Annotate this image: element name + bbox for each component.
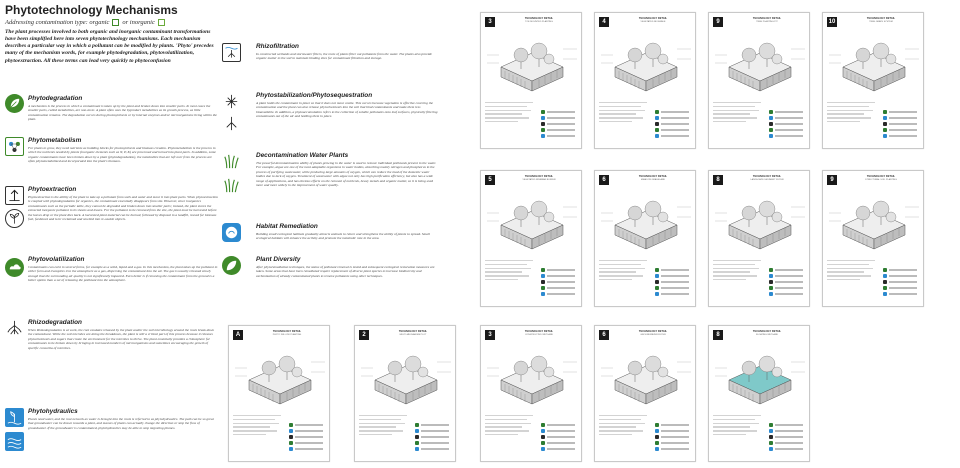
organic-square-icon	[112, 19, 119, 26]
isometric-drawing	[481, 187, 582, 257]
detail-sheet	[594, 325, 696, 462]
sheet-title: TECHNOLOGY DETAIL	[752, 175, 782, 178]
mechanism-title: Phytovolatilization	[28, 256, 85, 263]
stabilization-icon	[222, 92, 241, 111]
detail-sheet	[354, 325, 456, 462]
detail-sheet	[480, 170, 582, 307]
detail-sheet	[594, 170, 696, 307]
sheet-title: TECHNOLOGY DETAIL	[752, 330, 782, 333]
sheet-subtitle: GROUNDWATER FILTER	[640, 334, 666, 336]
sheet-legend	[655, 268, 689, 298]
isometric-drawing	[595, 342, 696, 412]
page-title: Phytotechnology Mechanisms	[5, 3, 178, 17]
isometric-drawing	[355, 342, 456, 412]
mechanism-title: Phytodegradation	[28, 95, 83, 102]
sheet-title: TECHNOLOGY DETAIL	[272, 330, 302, 333]
mechanism-title: Phytohydraulics	[28, 408, 78, 415]
sheet-legend	[655, 110, 689, 140]
sheet-number: 3	[485, 330, 495, 340]
sheet-title: TECHNOLOGY DETAIL	[398, 330, 428, 333]
sheet-number: 9	[827, 175, 837, 185]
mechanism-description: A mechanism is the process in which a contaminant is taken up by the plant and broken down into smaller parts. In most cases the smaller parts, called metabolites, are non-toxic. A plant often uses the byproduct metabolites as its growth process, as little contamination remains. The degradation occurs during photosynthesis or by internal enzymes and/or microorganisms living within the plant.	[28, 104, 217, 122]
sheet-subtitle: VEGETATED RIPARIAN BUFFER	[522, 179, 556, 181]
isometric-drawing	[481, 342, 582, 412]
isometric-drawing	[823, 29, 924, 99]
sheet-legend	[769, 268, 803, 298]
detail-sheet	[822, 12, 924, 149]
detail-sheet	[594, 12, 696, 149]
sheet-title: TECHNOLOGY DETAIL	[524, 17, 554, 20]
sheet-subtitle: LANDSCAPE SEDIMENT FILTER	[750, 179, 784, 181]
sheet-legend	[769, 423, 803, 453]
stabilization-roots-icon	[222, 114, 241, 133]
sheet-title: TECHNOLOGY DETAIL	[752, 17, 782, 20]
isometric-drawing	[709, 29, 810, 99]
mechanism-title: Phytoextraction	[28, 186, 77, 193]
water-plant-icon	[5, 408, 24, 427]
sheet-subtitle: CONSTRUCTED WETLAND	[524, 334, 554, 336]
sheet-subtitle: TOE MOUNTED PLANTING	[525, 21, 553, 23]
sheet-subtitle: MULTI-MECHANISM PLOT	[399, 334, 427, 336]
mechanism-title: Rhizofiltration	[256, 43, 299, 50]
sheet-title: TECHNOLOGY DETAIL	[524, 330, 554, 333]
sheet-number: 9	[713, 17, 723, 27]
sheet-subtitle: STRUCTURAL SOIL PLANTING	[865, 179, 897, 181]
subtitle-inorganic: or inorganic	[122, 19, 155, 26]
mechanism-title: Plant Diversity	[256, 256, 301, 263]
detail-sheet	[708, 325, 810, 462]
detail-sheet	[480, 12, 582, 149]
mechanism-description: After phytoremediation techniques, the status of pollutant removal is tested and subsequent ecological restoration measures are taken. Some areas that have been remediated require replacement of diverse plant species to increase biodiversity and carbonization of already contaminated plants to remove pollutants using other techniques.	[256, 265, 435, 278]
isometric-drawing	[595, 29, 696, 99]
sheet-legend	[541, 423, 575, 453]
sheet-title: TECHNOLOGY DETAIL	[866, 17, 896, 20]
mechanism-title: Habitat Remediation	[256, 223, 318, 230]
detail-sheet	[228, 325, 330, 462]
mechanism-title: Phytostabilization/Phytosequestration	[256, 92, 373, 99]
detail-sheet	[708, 12, 810, 149]
mechanism-description: When Rhizodegradation is at work, the root exudates released by the plant and/or the soil microbiology around the roots break down the contaminant. While the soil microbes are doing the breakdown, the plant is still a critical part of this process because it releases phytochemicals and sugars that create the environment for the microbes to thrive. The plant essentially provides a rhizosphere for contaminants to be broken down by bringing in increased numbers of microorganisms and sometimes encouraging the growth of specific consortia of microbes.	[28, 328, 215, 350]
sheet-number: 4	[599, 17, 609, 27]
sheet-legend	[769, 110, 803, 140]
mechanism-description: Contaminants can exist in several forms, for example as a solid, liquid and a gas. In this mechanism, the plant takes up the pollutant in either form and transpires it to the atmosphere as a gas, dispersing the contaminant into the air. The gas is usually released slowly enough that the surrounding air quality is not significantly impacted. Even better is if removing the contaminant from the ground is a better option than a set of releasing the pollutant into the atmosphere.	[28, 265, 218, 283]
mechanism-description: A plant holds the contaminant in place so that it does not move onsite. This occurs because vegetation is effective covering the contamination and the plant can also release phytochemicals into the soil that bind contaminants and make them less bioavailable. In addition, a phytoaccumulation refers to the collection of soluble pollutants onto leaf surfaces, physically filtering contaminants out of the air and holding them in place.	[256, 101, 438, 119]
sheet-number: 10	[828, 19, 836, 25]
sheet-number: 6	[599, 330, 609, 340]
sheet-title: TECHNOLOGY DETAIL	[638, 175, 668, 178]
sheet-legend	[289, 423, 323, 453]
isometric-drawing	[481, 29, 582, 99]
sheet-number: 6	[599, 175, 609, 185]
diversity-icon	[222, 256, 241, 275]
sheet-number: A	[233, 330, 243, 340]
mechanism-title: Rhizodegradation	[28, 319, 82, 326]
rhizofiltration-icon	[222, 43, 241, 62]
detail-sheet	[708, 170, 810, 307]
sheet-subtitle: TREE GRATE SYSTEM	[869, 21, 893, 23]
grass-2-icon	[222, 176, 241, 195]
leaf-icon	[5, 94, 24, 113]
mechanism-description: The powerful decontamination ability of plants growing in the water is used to remove individual pollutants present in the water. For example, algae are one of the most adaptable organisms in water bodies, absorbing mainly nitrogen and phosphorus in the process of purifying wastewater, while producing large amounts of oxygen, which can reduce the load of the domestic water bodies due to lack of oxygen. Treatment of wastewater with algae not only has high purification efficiency, but also has a wide range of applications, and has obvious effects on the removal of nutrients, heavy metals and organic matter, so it is being used more and more widely in the improvement of water quality.	[256, 161, 437, 187]
molecule-icon	[5, 137, 24, 156]
sheet-number: 5	[485, 175, 495, 185]
sheet-title: TECHNOLOGY DETAIL	[866, 175, 896, 178]
sheet-subtitle: PHYTO WILLOW PLANTING	[272, 334, 302, 336]
sheet-number: 3	[485, 17, 495, 27]
sheet-title: TECHNOLOGY DETAIL	[524, 175, 554, 178]
sheet-subtitle: VEGETATED BIOSWALE	[640, 21, 666, 23]
isometric-drawing	[229, 342, 330, 412]
mechanism-description: Phytoextraction is the ability of the plant to take up a pollutant from soils and water and move it into plant parts. When phytoextraction is coupled with phytodegradation for organics, the contaminant essentially disappears from site. However, since inorganics contaminants such as the periodic table, they cannot be degraded and broken down into smaller parts; instead, the plant stores the extracted inorganic pollutant in its shoots and leaves. For the pollutant to be removed from the site, the plant must be harvested before the leaves drop or the plant dies back. A harvested plant material can be burned, followed by disposal in a landfill, reused for biomass fuel, feedstock and is/or reclaimed and smelted into re-usable objects.	[28, 195, 218, 221]
sheet-number: 2	[359, 330, 369, 340]
detail-sheet	[480, 325, 582, 462]
sheet-legend	[541, 110, 575, 140]
mechanism-description: In constructed wetlands and stormwater filters, the roots of plants filter out pollutants from the water. The plants also provide organic matter to the soil to maintain binding sites for contaminant filtration and storage.	[256, 52, 432, 61]
grass-icon	[222, 152, 241, 171]
sheet-subtitle: FLOATING WETLAND	[755, 334, 779, 336]
sheet-subtitle: TREE PLANTING PIT	[756, 21, 778, 23]
habitat-icon	[222, 223, 241, 242]
subtitle-organic: Addressing contamination type: organic	[5, 19, 110, 26]
isometric-drawing	[595, 187, 696, 257]
sheet-title: TECHNOLOGY DETAIL	[638, 17, 668, 20]
isometric-drawing	[709, 187, 810, 257]
sheet-legend	[883, 268, 917, 298]
mechanism-description: Building small ecological habitats gradually attracts animals to return and strengthens the ability of plants to spread. Small ecological habitats will enhance the activity and promote the metabolic rate in the area.	[256, 232, 430, 241]
subtitle	[5, 19, 165, 26]
groundwater-icon	[5, 432, 24, 451]
mechanism-title: Phytometabolism	[28, 137, 82, 144]
sheet-subtitle: MEADOW GRASSLAND	[640, 179, 666, 181]
sheet-title: TECHNOLOGY DETAIL	[638, 330, 668, 333]
roots-icon	[5, 318, 24, 337]
inorganic-square-icon	[158, 19, 165, 26]
sheet-legend	[883, 110, 917, 140]
sprout-up-icon	[5, 186, 24, 205]
mechanism-description: Plants need water, and the root network as water is brought into the roots is referred to as phytohydraulics. The path can be so great that groundwater can be drawn towards a plant, and masses of plants can actually change the direction or stop the flow of groundwater. If the groundwater is contaminated, phytohydraulics may be able to stop migrating plumes.	[28, 417, 214, 430]
detail-sheet	[822, 170, 924, 307]
cloud-leaf-icon	[5, 258, 24, 277]
sheet-legend	[655, 423, 689, 453]
sprout-icon	[5, 209, 24, 228]
intro-paragraph: The plant processes involved to both organic and inorganic contaminant transformations have been simplified here into seven phytotechnology mechanisms. Each mechanism describes a particular way in which a pollutant can be modified by plants. 'Phyto' precedes many of the mechanism words, for example phytodegradation, phytovolatilization, phytoextraction. All these terms can lead very quickly to phytoconfusion	[5, 29, 214, 64]
mechanism-description: For plants to grow, they need nutrients as building blocks for photosynthesis and biomass creation. Phytometabolism is the process in which the nutrients needed by plants (inorganic elements such as N, P, K) are processed and turned into plant parts. In addition, some organic contaminants have been broken down by a plant (phytodegradation), the metabolites that are left over from the process are often phytometabolized and incorporated into the plant's biomass.	[28, 146, 216, 164]
sheet-number: 8	[713, 175, 723, 185]
sheet-legend	[541, 268, 575, 298]
isometric-drawing	[709, 342, 810, 412]
sheet-number: 8	[713, 330, 723, 340]
sheet-legend	[415, 423, 449, 453]
mechanism-title: Decontamination Water Plants	[256, 152, 349, 159]
isometric-drawing	[823, 187, 924, 257]
